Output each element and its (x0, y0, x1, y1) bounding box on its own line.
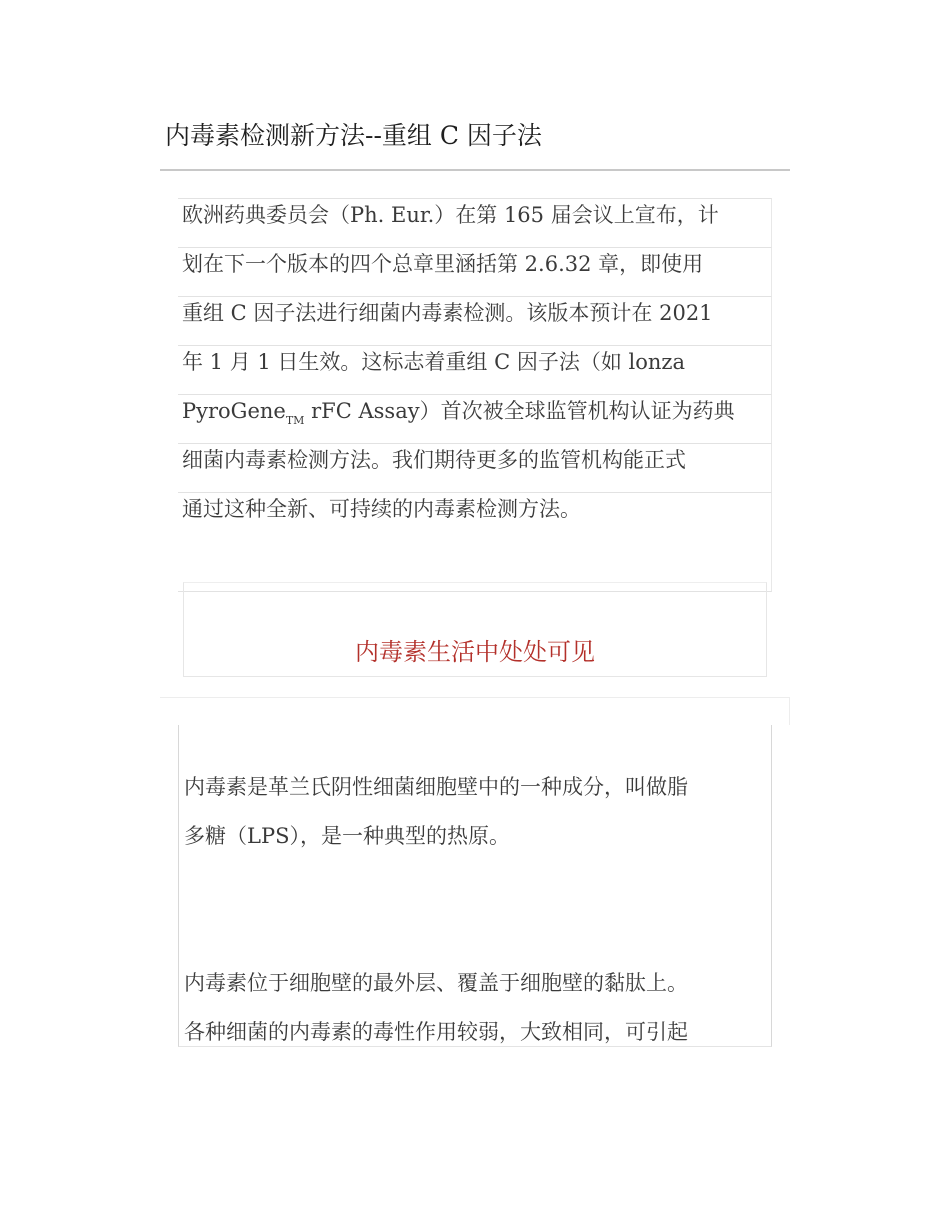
body-line: 各种细菌的内毒素的毒性作用较弱，大致相同，可引起 (184, 1020, 688, 1044)
intro-line: 通过这种全新、可持续的内毒素检测方法。 (178, 492, 772, 592)
intro-line-rest: rFC Assay）首次被全球监管机构认证为药典 (304, 399, 735, 423)
body-line: 内毒素是革兰氏阴性细菌细胞壁中的一种成分，叫做脂 (184, 775, 688, 799)
body-paragraph-2 (184, 959, 688, 1057)
body-line: 多糖（LPS），是一种典型的热原。 (184, 824, 510, 848)
intro-line (178, 394, 772, 443)
section-separator (160, 697, 790, 725)
section-heading: 内毒素生活中处处可见 (355, 638, 595, 666)
trademark-subscript: TM (285, 414, 305, 427)
title-divider (160, 169, 790, 171)
intro-line: 欧洲药典委员会（Ph. Eur.）在第 165 届会议上宣布，计 (178, 198, 772, 247)
section-heading-box (183, 582, 767, 677)
body-paragraph-1 (184, 763, 688, 861)
intro-line: 划在下一个版本的四个总章里涵括第 2.6.32 章，即使用 (178, 247, 772, 296)
intro-line: 年 1 月 1 日生效。这标志着重组 C 因子法（如 lonza (178, 345, 772, 394)
intro-paragraph (178, 198, 772, 592)
product-name: PyroGene (182, 399, 286, 423)
intro-line: 重组 C 因子法进行细菌内毒素检测。该版本预计在 2021 (178, 296, 772, 345)
intro-line: 细菌内毒素检测方法。我们期待更多的监管机构能正式 (178, 443, 772, 492)
page-title: 内毒素检测新方法--重组 C 因子法 (165, 121, 542, 150)
body-line: 内毒素位于细胞壁的最外层、覆盖于细胞壁的黏肽上。 (184, 971, 688, 995)
body-content-box (178, 725, 772, 1047)
